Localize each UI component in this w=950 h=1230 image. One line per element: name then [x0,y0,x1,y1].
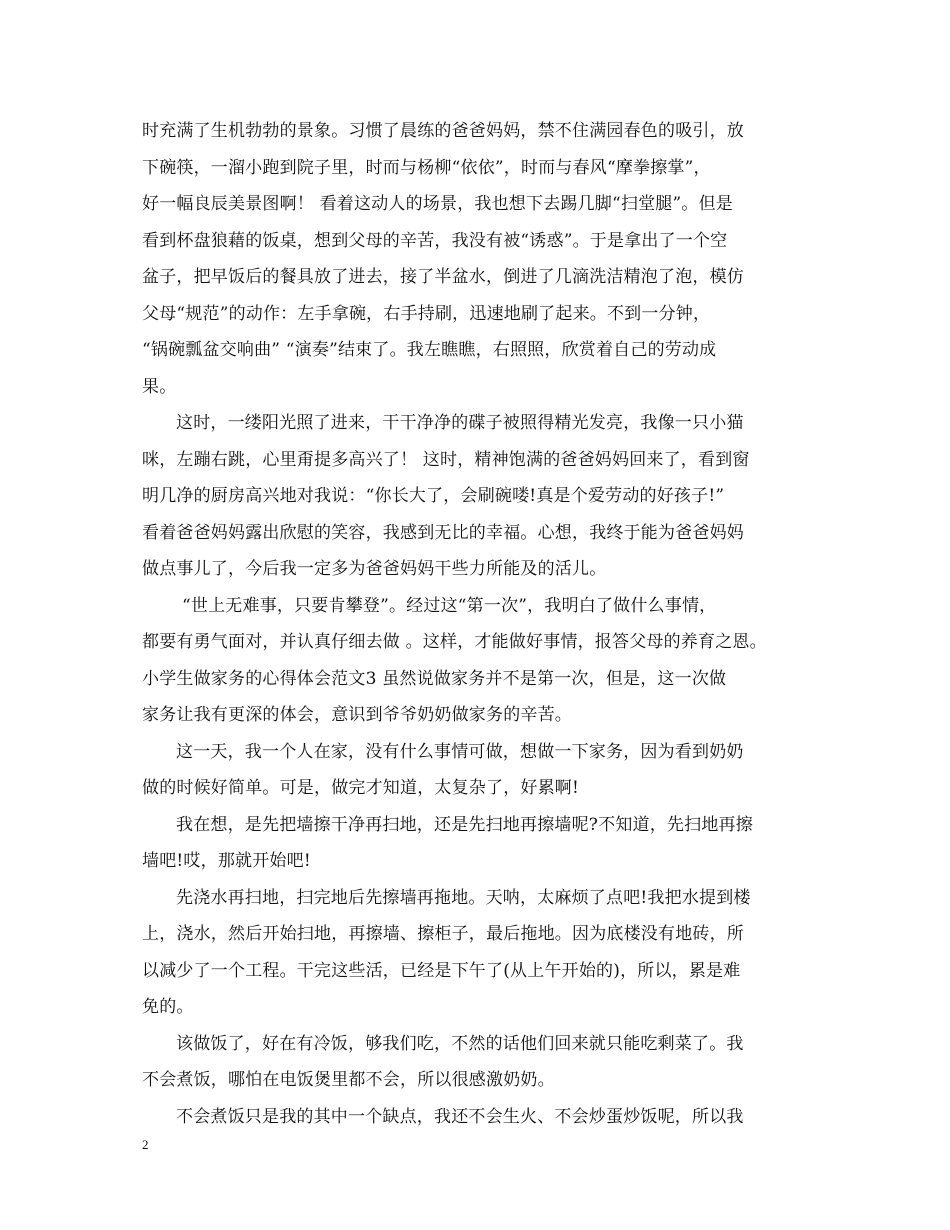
text-line: 明几净的厨房高兴地对我说：“你长大了，会刷碗喽!真是个爱劳动的好孩子!” [142,486,725,506]
text-line: “世上无难事，只要肯攀登”。经过这“第一次”，我明白了做什么事情， [182,595,717,616]
text-line: 咪，左蹦右跳，心里甭提多高兴了！ 这时，精神饱满的爸爸妈妈回来了，看到窗 [142,449,750,470]
text-line: 不会煮饭只是我的其中一个缺点，我还不会生火、不会炒蛋炒饭呢，所以我 [176,1106,744,1127]
text-line: 都要有勇气面对，并认真仔细去做 。这样，才能做好事情，报答父母的养育之恩。 [142,632,767,652]
text-line: 墙吧!哎，那就开始吧! [142,851,311,871]
text-line: 看到杯盘狼藉的饭桌，想到父母的辛苦，我没有被“诱惑”。于是拿出了一个空 [142,230,728,251]
body-text [142,113,818,1135]
text-line: 小学生做家务的心得体会范文3 虽然说做家务并不是第一次，但是，这一次做 [142,668,727,689]
text-line: 时充满了生机勃勃的景象。习惯了晨练的爸爸妈妈，禁不住满园春色的吸引，放 [142,121,744,141]
text-line: 我在想，是先把墙擦干净再扫地，还是先扫地再擦墙呢?不知道，先扫地再擦 [176,814,753,835]
text-line: 不会煮饭，哪怕在电饭煲里都不会，所以很感激奶奶。 [142,1070,555,1090]
text-line: 该做饭了，好在有冷饭，够我们吃，不然的话他们回来就只能吃剩菜了。我 [176,1033,744,1054]
text-line: 果。 [142,376,177,397]
text-line: 做的时候好简单。可是，做完才知道，太复杂了，好累啊! [142,778,580,798]
text-line: 父母“规范”的动作：左手拿碗，右手持刷，迅速地刷了起来。不到一分钟， [142,303,711,324]
text-line: 这时，一缕阳光照了进来，干干净净的碟子被照得精光发亮，我像一只小猫 [176,413,744,433]
text-line: 好一幅良辰美景图啊！ 看着这动人的场景，我也想下去踢几脚“扫堂腿”。但是 [142,194,733,214]
text-line: 以减少了一个工程。干完这些活，已经是下午了(从上午开始的)，所以，累是难 [142,960,741,981]
text-line: 家务让我有更深的体会，意识到爷爷奶奶做家务的辛苦。 [142,705,572,725]
text-line: 做点事儿了，今后我一定多为爸爸妈妈干些力所能及的活儿。 [142,559,607,579]
text-line: 先浇水再扫地，扫完地后先擦墙再拖地。天呐，太麻烦了点吧!我把水提到楼 [176,887,751,908]
text-line: “锅碗瓢盆交响曲” “演奏”结束了。我左瞧瞧，右照照，欣赏着自己的劳动成 [142,340,717,360]
text-line: 免的。 [142,997,194,1017]
text-line: 盆子，把早饭后的餐具放了进去，接了半盆水，倒进了几滴洗洁精泡了泡，模仿 [142,267,744,287]
page-number: 2 [142,1137,149,1152]
text-line: 看着爸爸妈妈露出欣慰的笑容，我感到无比的幸福。心想，我终于能为爸爸妈妈 [142,522,744,543]
text-line: 这一天，我一个人在家，没有什么事情可做，想做一下家务，因为看到奶奶 [176,741,744,762]
text-line: 下碗筷，一溜小跑到院子里，时而与杨柳“依依”，时而与春风“摩拳擦掌”， [142,157,711,178]
text-line: 上，浇水，然后开始扫地，再擦墙、擦柜子，最后拖地。因为底楼没有地砖，所 [142,924,744,944]
